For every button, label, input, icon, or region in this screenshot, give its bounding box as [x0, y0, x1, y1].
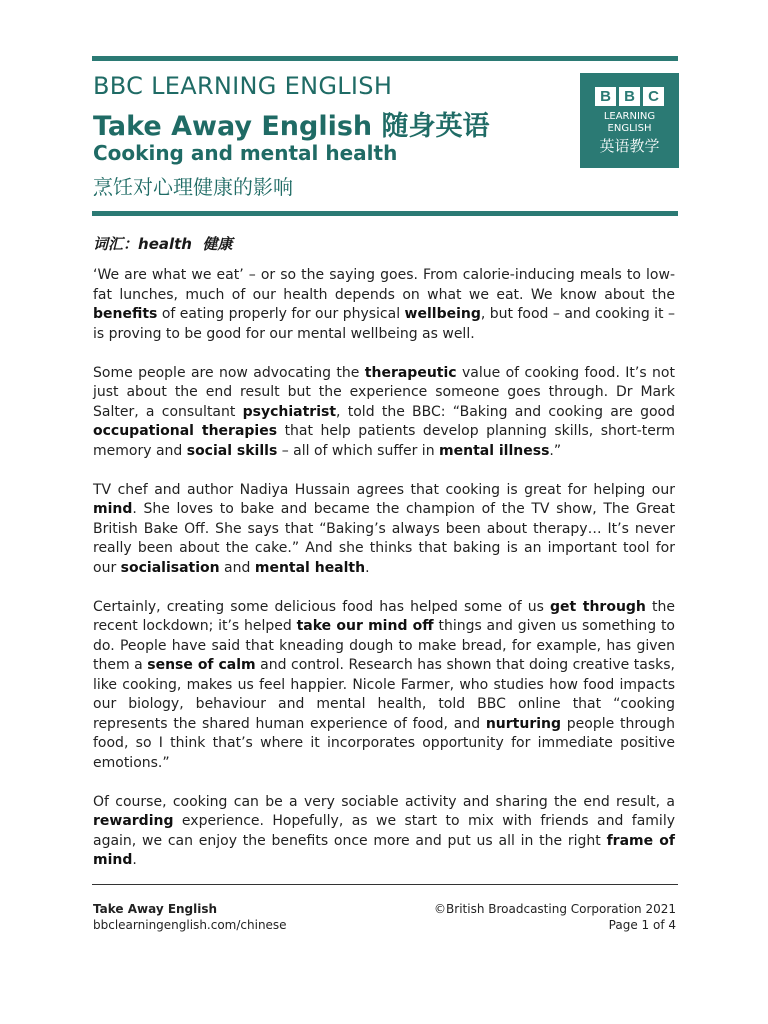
keyword: psychiatrist: [242, 403, 337, 420]
text-run: Some people are now advocating the: [93, 364, 365, 381]
footer-rule: [92, 884, 678, 885]
text-run: .”: [549, 442, 562, 459]
keyword: therapeutic: [364, 364, 457, 381]
series-title: Take Away English 随身英语: [93, 111, 490, 142]
paragraph-2: [93, 364, 675, 462]
logo-line-learning: LEARNING: [603, 111, 656, 122]
vocabulary-heading: [93, 233, 232, 254]
paragraph-5: [93, 793, 675, 871]
text-run: value of cooking food. It’s not just about the end result but the experience someone goes through. Dr Mark Salter, a consultant: [93, 364, 675, 420]
keyword: sense of calm: [147, 657, 256, 673]
header-bottom-rule: [92, 211, 678, 216]
keyword: rewarding: [93, 813, 174, 829]
keyword: wellbeing: [404, 306, 481, 322]
header-top-rule: [92, 56, 678, 61]
keyword: social skills: [186, 442, 278, 459]
footer-copyright: ©British Broadcasting Corporation 2021: [434, 902, 676, 916]
text-run: .: [132, 852, 137, 868]
keyword: mental health: [254, 559, 366, 576]
paragraph-1: [93, 266, 675, 344]
text-run: the recent lockdown; it’s helped: [93, 598, 675, 634]
article-body: [93, 266, 675, 890]
logo-line-english: ENGLISH: [607, 123, 652, 134]
text-run: TV chef and author Nadiya Hussain agrees that cooking is great for helping our: [93, 481, 675, 498]
bbc-block-b2: B: [619, 87, 640, 106]
text-run: people through food, so I think that’s where it incorporates opportunity for immediate positive emotions.”: [93, 715, 675, 771]
bbc-learning-english-logo: [580, 73, 679, 168]
lesson-title-english: Cooking and mental health: [93, 141, 398, 165]
keyword: mind: [93, 501, 133, 517]
lesson-title-chinese: 烹饪对心理健康的影响: [93, 175, 293, 199]
text-run: experience. Hopefully, as we start to mix with friends and family again, we can enjoy the benefits once more and put us all in the right: [93, 813, 675, 849]
text-run: , told the BBC: “Baking and cooking are good: [336, 403, 676, 420]
text-run: of eating properly for our physical: [157, 306, 405, 322]
vocab-translation: 健康: [202, 235, 233, 253]
keyword: socialisation: [120, 559, 220, 576]
text-run: things and given us something to do. People have said that kneading dough to make bread, for example, has given them a: [93, 618, 675, 673]
keyword: occupational therapies: [93, 423, 278, 439]
keyword: take our mind off: [296, 618, 434, 634]
vocab-word: health: [138, 235, 192, 253]
logo-line-chinese: 英语教学: [599, 137, 660, 155]
keyword: nurturing: [485, 715, 562, 732]
bbc-block-b1: B: [595, 87, 616, 106]
text-run: .: [365, 559, 370, 576]
text-run: Certainly, creating some delicious food has helped some of us: [93, 598, 551, 615]
text-run: . She loves to bake and became the champion of the TV show, The Great British Bake Off. She says that “Baking’s always been about therapy… It’s never really been about the cake.” And she thinks that baking is an important tool for our: [93, 501, 675, 576]
keyword: get through: [550, 598, 646, 615]
text-run: and control. Research has shown that doing creative tasks, like cooking, makes us feel happier. Nicole Farmer, who studies how food impacts our biology, behaviour and mental health, told BBC online that “cooking represents the shared human experience of food, and: [93, 657, 676, 732]
bbc-block-c: C: [643, 87, 664, 106]
text-run: and: [219, 559, 255, 576]
keyword: frame of mind: [93, 832, 676, 868]
text-run: – all of which suffer in: [277, 442, 440, 459]
page-number: Page 1 of 4: [608, 918, 676, 932]
footer-url[interactable]: bbclearningenglish.com/chinese: [93, 918, 287, 932]
paragraph-3: [93, 481, 675, 579]
text-run: that help patients develop planning skills, short-term memory and: [93, 423, 675, 459]
brand-title: BBC LEARNING ENGLISH: [93, 72, 393, 100]
vocab-label: 词汇：: [93, 235, 139, 253]
keyword: mental illness: [439, 442, 550, 459]
text-run: , but food – and cooking it – is proving to be good for our mental wellbeing as well.: [93, 306, 675, 342]
paragraph-4: [93, 598, 675, 774]
text-run: Of course, cooking can be a very sociable activity and sharing the end result, a: [93, 793, 675, 810]
bbc-blocks: [595, 87, 664, 106]
footer-title: Take Away English: [93, 902, 218, 916]
keyword: benefits: [93, 306, 158, 322]
text-run: ‘We are what we eat’ – or so the saying goes. From calorie-inducing meals to low-fat lunches, much of our health depends on what we eat. We know about the: [93, 267, 675, 303]
